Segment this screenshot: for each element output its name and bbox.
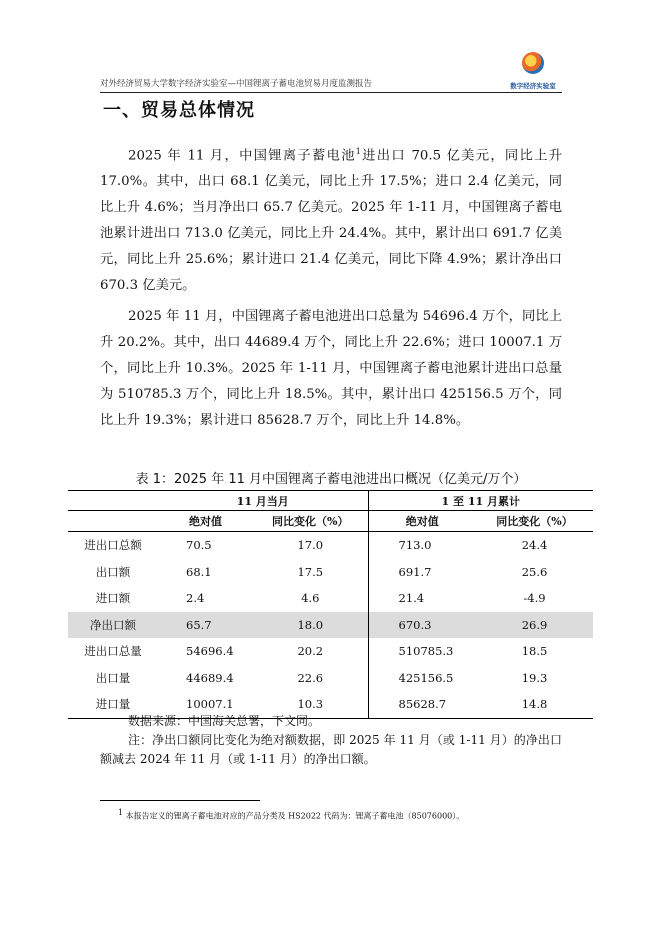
group-current-month: 11 月当月 (158, 491, 368, 511)
table-row (68, 532, 593, 559)
table-row (68, 559, 593, 586)
table-row (68, 638, 593, 665)
row-label: 进口额 (95, 591, 131, 606)
table-corner-cell (68, 511, 158, 532)
table-column-header (68, 511, 593, 532)
row-label: 进出口总量 (84, 644, 142, 659)
globe-icon (522, 52, 544, 74)
logo-text: 数字经济实验室 (510, 82, 556, 90)
table-row (68, 585, 593, 612)
table-note: 注：净出口额同比变化为绝对额数据，即 2025 年 11 月（或 1-11 月）的净出口额减去 2024 年 11 月（或 1-11 月）的净出口额。 (100, 733, 562, 766)
cell-cumulative-yoy: 18.5 (521, 644, 548, 659)
row-label: 进口量 (68, 691, 158, 718)
table-corner-cell (68, 491, 158, 511)
col-abs-cumulative: 绝对值 (368, 511, 476, 532)
cell-current-yoy: 18.0 (253, 612, 368, 639)
row-label: 净出口额 (68, 612, 158, 639)
col-abs-current: 绝对值 (158, 511, 253, 532)
table-group-header (68, 491, 593, 511)
cell-cumulative-yoy: 19.3 (521, 670, 548, 685)
paragraph-text: 进出口 70.5 亿美元，同比上升 17.0%。其中，出口 68.1 亿美元，同比上升 17.5%；进口 2.4 亿美元，同比上升 4.6%；当月净出口 65.7 亿美元。2025 年 1-11 月，中国锂离子蓄电池累计进出口 713.0 亿美元，同比上升 24.4%。其中，累计出口 691.7 亿美元，同比上升 25.6%；累计进口 21.4 亿美元，同比下降 4.9%；累计净出口 670.3 亿美元。 (100, 148, 562, 294)
paragraph-text: 2025 年 11 月，中国锂离子蓄电池 (128, 148, 356, 164)
header-title: 对外经济贸易大学数字经济实验室—中国锂离子蓄电池贸易月度监测报告 (100, 79, 373, 89)
paragraph-trade-value (100, 139, 562, 299)
data-source: 数据来源：中国海关总署，下文同。 (128, 714, 321, 728)
col-yoy-current: 同比变化（%） (253, 511, 368, 532)
cell-current-abs: 70.5 (186, 538, 212, 553)
cell-current-yoy: 20.2 (297, 644, 324, 659)
cell-cumulative-abs: 85628.7 (368, 691, 476, 718)
row-label: 出口量 (95, 670, 131, 685)
cell-current-yoy: 17.0 (297, 538, 324, 553)
section-title: 一、贸易总体情况 (103, 100, 255, 121)
cell-cumulative-abs: 670.3 (368, 612, 476, 639)
footnote (118, 808, 464, 822)
cell-current-yoy: 10.3 (253, 691, 368, 718)
cell-current-abs: 68.1 (186, 564, 212, 579)
footnote-mark: 1 (118, 808, 124, 817)
row-label: 出口额 (95, 564, 131, 579)
cell-current-yoy: 17.5 (297, 564, 324, 579)
group-cumulative: 1 至 11 月累计 (368, 491, 593, 511)
cell-current-yoy: 22.6 (297, 670, 324, 685)
lab-logo (506, 52, 560, 90)
cell-cumulative-abs: 510785.3 (368, 638, 476, 665)
table-title: 表 1：2025 年 11 月中国锂离子蓄电池进出口概况（亿美元/万个） (135, 472, 527, 487)
col-yoy-cumulative: 同比变化（%） (476, 511, 593, 532)
trade-summary-table (68, 490, 593, 719)
paragraph-trade-volume: 2025 年 11 月，中国锂离子蓄电池进出口总量为 54696.4 万个，同比上升 20.2%。其中，出口 44689.4 万个，同比上升 22.6%；进口 10007.1 万个，同比上升 10.3%。2025 年 1-11 月，中国锂离子蓄电池累计进出口总量为 510785.3 万个，同比上升 18.5%。其中，累计出口 425156.5 万个，同比上升 19.3%；累计进口 85628.7 万个，同比上升 14.8%。 (100, 309, 562, 428)
row-label: 进出口总额 (84, 538, 142, 553)
cell-cumulative-yoy: -4.9 (523, 591, 546, 606)
cell-current-abs: 2.4 (186, 591, 205, 606)
cell-current-abs: 10007.1 (158, 691, 253, 718)
page-header (100, 52, 562, 93)
footnote-ref: 1 (355, 147, 361, 156)
cell-cumulative-abs: 713.0 (368, 532, 476, 559)
footnote-text: 本报告定义的锂离子蓄电池对应的产品分类及 HS2022 代码为：锂离子蓄电池（85076000）。 (125, 811, 465, 821)
cell-cumulative-yoy: 25.6 (521, 564, 548, 579)
cell-cumulative-yoy: 14.8 (476, 691, 593, 718)
table-row (68, 665, 593, 692)
cell-cumulative-abs: 21.4 (368, 585, 476, 612)
cell-cumulative-abs: 425156.5 (368, 665, 476, 692)
cell-current-yoy: 4.6 (301, 591, 320, 606)
cell-current-abs: 65.7 (158, 612, 253, 639)
cell-cumulative-yoy: 24.4 (521, 538, 548, 553)
table-row-highlight (68, 612, 593, 639)
cell-current-abs: 54696.4 (186, 644, 234, 659)
cell-cumulative-yoy: 26.9 (476, 612, 593, 639)
footnote-divider (100, 800, 260, 801)
cell-cumulative-abs: 691.7 (368, 559, 476, 586)
cell-current-abs: 44689.4 (186, 670, 234, 685)
